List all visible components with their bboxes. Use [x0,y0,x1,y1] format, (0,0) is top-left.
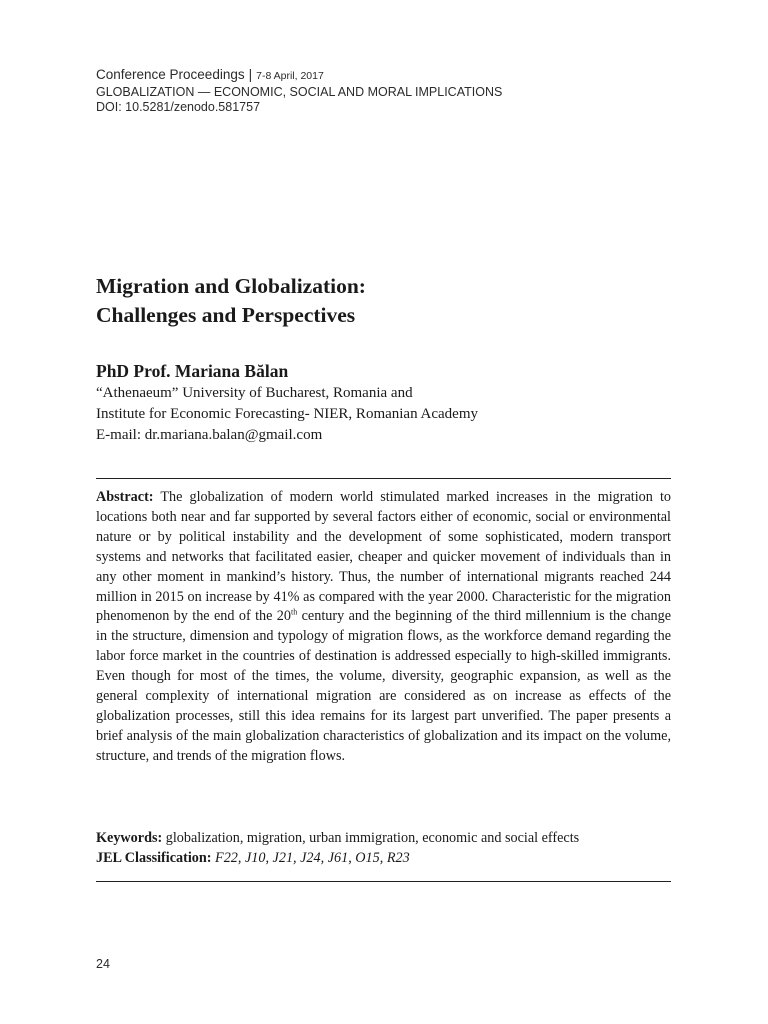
jel-codes: F22, J10, J21, J24, J61, O15, R23 [211,850,410,866]
keywords-text: globalization, migration, urban immigration, economic and social effects [162,830,580,846]
abstract-superscript: th [291,607,298,617]
paper-title-line1: Migration and Globalization: [96,274,366,298]
abstract-text-part2: century and the beginning of the third millennium is the change in the structure, dimension and typology of migration flows, as the workforce demand regarding the labor force market in the countries of destination is addressed especially to high-skilled immigrants. Even though for most of the times, the volume, diversity, geographic expansion, as well as the general complexity of international migration are considered as on increase as effects of the globalization processes, still this idea remains for its largest part unverified. The paper presents a brief analysis of the main globalization characteristics of globalization and its impact on the volume, structure, and trends of the migration flows. [96,608,671,764]
abstract-top-rule [96,478,671,479]
page-number: 24 [96,957,110,971]
paper-title [96,272,366,330]
running-header [96,66,502,115]
header-date: 7-8 April, 2017 [256,70,324,82]
author-name: PhD Prof. Mariana Bălan [96,361,289,381]
author-affiliation-2: Institute for Economic Forecasting- NIER, Romanian Academy [96,406,478,422]
abstract-label: Abstract: [96,489,154,505]
abstract-text-part1: The globalization of modern world stimulated marked increases in the migration to locations both near and far supported by several factors either of economic, social or environmental nature or by political instability and the development of some sophisticated, modern transport systems and networks that facilitated easier, cheaper and quicker movement of individuals than in any other moment in mankind’s history. Thus, the number of international migrants reached 244 million in 2015 on increase by 41% as compared with the year 2000. Characteristic for the migration phenomenon by the end of the 20 [96,489,671,625]
keywords-block [96,828,671,868]
author-block [96,359,478,446]
abstract [96,488,671,767]
jel-label: JEL Classification: [96,850,212,866]
header-separator: | [248,67,253,82]
header-series-line [96,66,502,85]
header-doi: DOI: 10.5281/zenodo.581757 [96,100,261,114]
jel-line [96,848,671,868]
author-affiliation-1: “Athenaeum” University of Bucharest, Romania and [96,385,413,401]
keywords-line [96,828,671,848]
keywords-label: Keywords: [96,830,163,846]
header-series: Conference Proceedings [96,67,245,82]
paper-title-line2: Challenges and Perspectives [96,303,356,327]
header-conference: GLOBALIZATION — ECONOMIC, SOCIAL AND MORAL IMPLICATIONS [96,85,503,99]
author-email: E-mail: dr.mariana.balan@gmail.com [96,427,323,443]
abstract-bottom-rule [96,881,671,882]
